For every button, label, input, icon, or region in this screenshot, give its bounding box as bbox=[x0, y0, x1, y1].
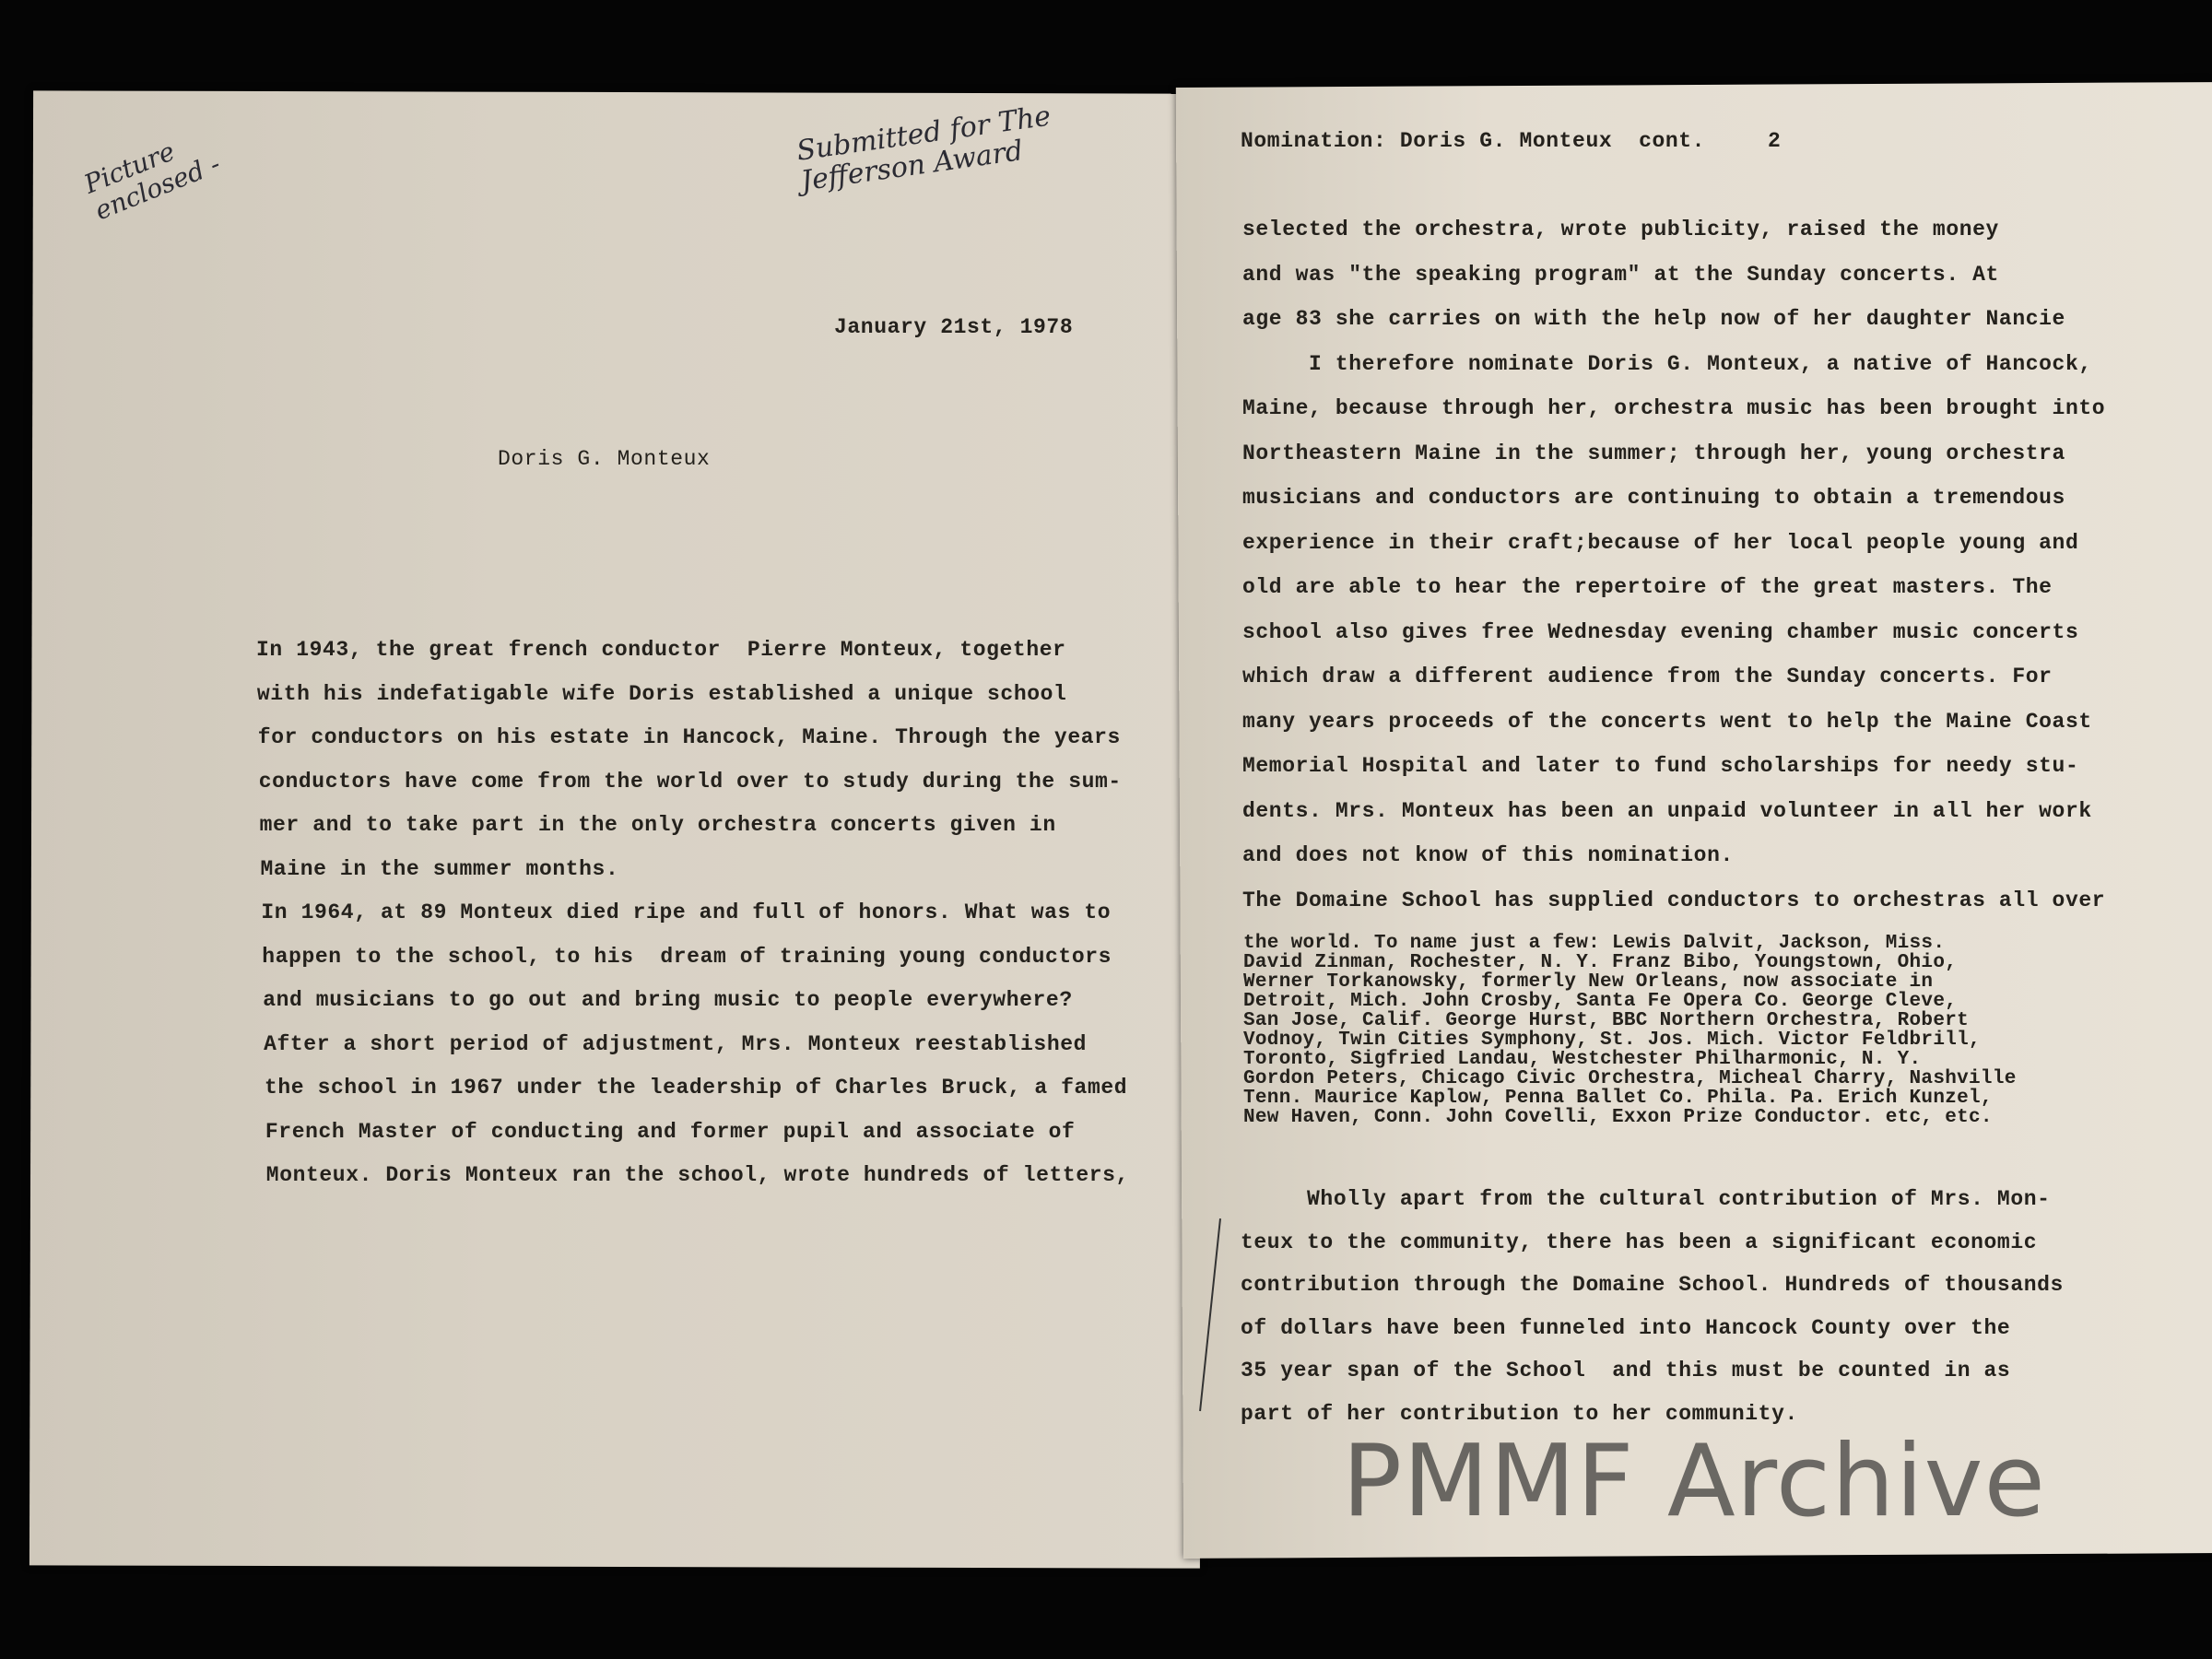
handwritten-note-submitted: Submitted for The Jefferson Award bbox=[794, 100, 1053, 198]
text-line: San Jose, Calif. George Hurst, BBC Northern Orchestra, Robert bbox=[1243, 1010, 1970, 1031]
text-line: contribution through the Domaine School. Hundreds of thousands bbox=[1241, 1273, 2064, 1297]
text-line: with his indefatigable wife Doris established a unique school bbox=[256, 681, 1067, 706]
text-line: 35 year span of the School and this must be counted in as bbox=[1241, 1359, 2011, 1382]
text-line: the school in 1967 under the leadership of Charles Bruck, a famed bbox=[265, 1076, 1128, 1100]
text-line: Detroit, Mich. John Crosby, Santa Fe Opera Co. George Cleve, bbox=[1243, 991, 1958, 1012]
text-line: conductors have come from the world over to study during the sum- bbox=[258, 769, 1122, 794]
text-line: for conductors on his estate in Hancock, Maine. Through the years bbox=[257, 725, 1121, 749]
text-line: Memorial Hospital and later to fund scholarships for needy stu- bbox=[1242, 754, 2079, 778]
text-line: Northeastern Maine in the summer; through her, young orchestra bbox=[1242, 441, 2065, 465]
text-line: In 1964, at 89 Monteux died ripe and full of honors. What was to bbox=[261, 900, 1112, 924]
text-line: New Haven, Conn. John Covelli, Exxon Prize Conductor. etc, etc. bbox=[1243, 1107, 1993, 1128]
text-line: which draw a different audience from the Sunday concerts. For bbox=[1242, 665, 2053, 688]
text-line: happen to the school, to his dream of training young conductors bbox=[262, 944, 1112, 969]
text-line: of dollars have been funneled into Hancock County over the bbox=[1241, 1315, 2011, 1340]
text-line: dents. Mrs. Monteux has been an unpaid volunteer in all her work bbox=[1242, 798, 2092, 823]
text-line: Wholly apart from the cultural contribution of Mrs. Mon- bbox=[1241, 1187, 2051, 1211]
text-line: mer and to take part in the only orchestra concerts given in bbox=[259, 813, 1056, 837]
text-line: Vodnoy, Twin Cities Symphony, St. Jos. Mich. Victor Feldbrill, bbox=[1243, 1030, 1981, 1051]
text-line: old are able to hear the repertoire of the great masters. The bbox=[1242, 575, 2053, 599]
text-line: teux to the community, there has been a significant economic bbox=[1241, 1230, 2038, 1254]
text-line: David Zinman, Rochester, N. Y. Franz Bibo, Youngstown, Ohio, bbox=[1243, 952, 1958, 973]
text-line: school also gives free Wednesday evening chamber music concerts bbox=[1242, 619, 2079, 644]
text-line: Maine, because through her, orchestra music has been brought into bbox=[1242, 396, 2106, 420]
handwritten-note-picture: Picture enclosed - bbox=[79, 135, 225, 227]
text-line: Toronto, Sigfried Landau, Westchester Philharmonic, N. Y. bbox=[1243, 1049, 1922, 1070]
text-line: selected the orchestra, wrote publicity, raised the money bbox=[1242, 218, 1999, 241]
text-line: age 83 she carries on with the help now of her daughter Nancie bbox=[1242, 307, 2065, 331]
text-line: experience in their craft;because of her local people young and bbox=[1242, 530, 2079, 555]
text-line: Werner Torkanowsky, formerly New Orleans, now associate in bbox=[1243, 971, 1934, 993]
text-line: Tenn. Maurice Kaplow, Penna Ballet Co. Phila. Pa. Erich Kunzel, bbox=[1243, 1088, 1993, 1109]
text-line: and musicians to go out and bring music to people everywhere? bbox=[263, 988, 1073, 1012]
right-page-header: Nomination: Doris G. Monteux cont. bbox=[1241, 129, 1706, 153]
text-line: The Domaine School has supplied conductors to orchestras all over bbox=[1242, 888, 2106, 912]
letter-date: January 21st, 1978 bbox=[834, 315, 1074, 339]
text-line: many years proceeds of the concerts went to help the Maine Coast bbox=[1242, 709, 2092, 734]
text-line: part of her contribution to her community. bbox=[1241, 1401, 1798, 1426]
text-line: I therefore nominate Doris G. Monteux, a native of Hancock, bbox=[1242, 351, 2092, 376]
text-line: Maine in the summer months. bbox=[260, 856, 619, 881]
text-line: After a short period of adjustment, Mrs. Monteux reestablished bbox=[264, 1031, 1088, 1056]
letter-title: Doris G. Monteux bbox=[498, 447, 711, 471]
archive-watermark: PMMF Archive bbox=[1341, 1424, 2046, 1539]
text-line: In 1943, the great french conductor Pierre Monteux, together bbox=[256, 638, 1066, 662]
text-line: and was "the speaking program" at the Sunday concerts. At bbox=[1242, 262, 1999, 287]
text-line: and does not know of this nomination. bbox=[1242, 843, 1734, 867]
text-line: musicians and conductors are continuing to obtain a tremendous bbox=[1242, 486, 2065, 510]
text-line: Monteux. Doris Monteux ran the school, wrote hundreds of letters, bbox=[265, 1163, 1129, 1187]
page-number: 2 bbox=[1768, 129, 1782, 153]
text-line: French Master of conducting and former pupil and associate of bbox=[265, 1119, 1076, 1144]
text-line: Gordon Peters, Chicago Civic Orchestra, Micheal Charry, Nashville bbox=[1243, 1068, 2017, 1089]
text-line: the world. To name just a few: Lewis Dalvit, Jackson, Miss. bbox=[1243, 933, 1946, 954]
